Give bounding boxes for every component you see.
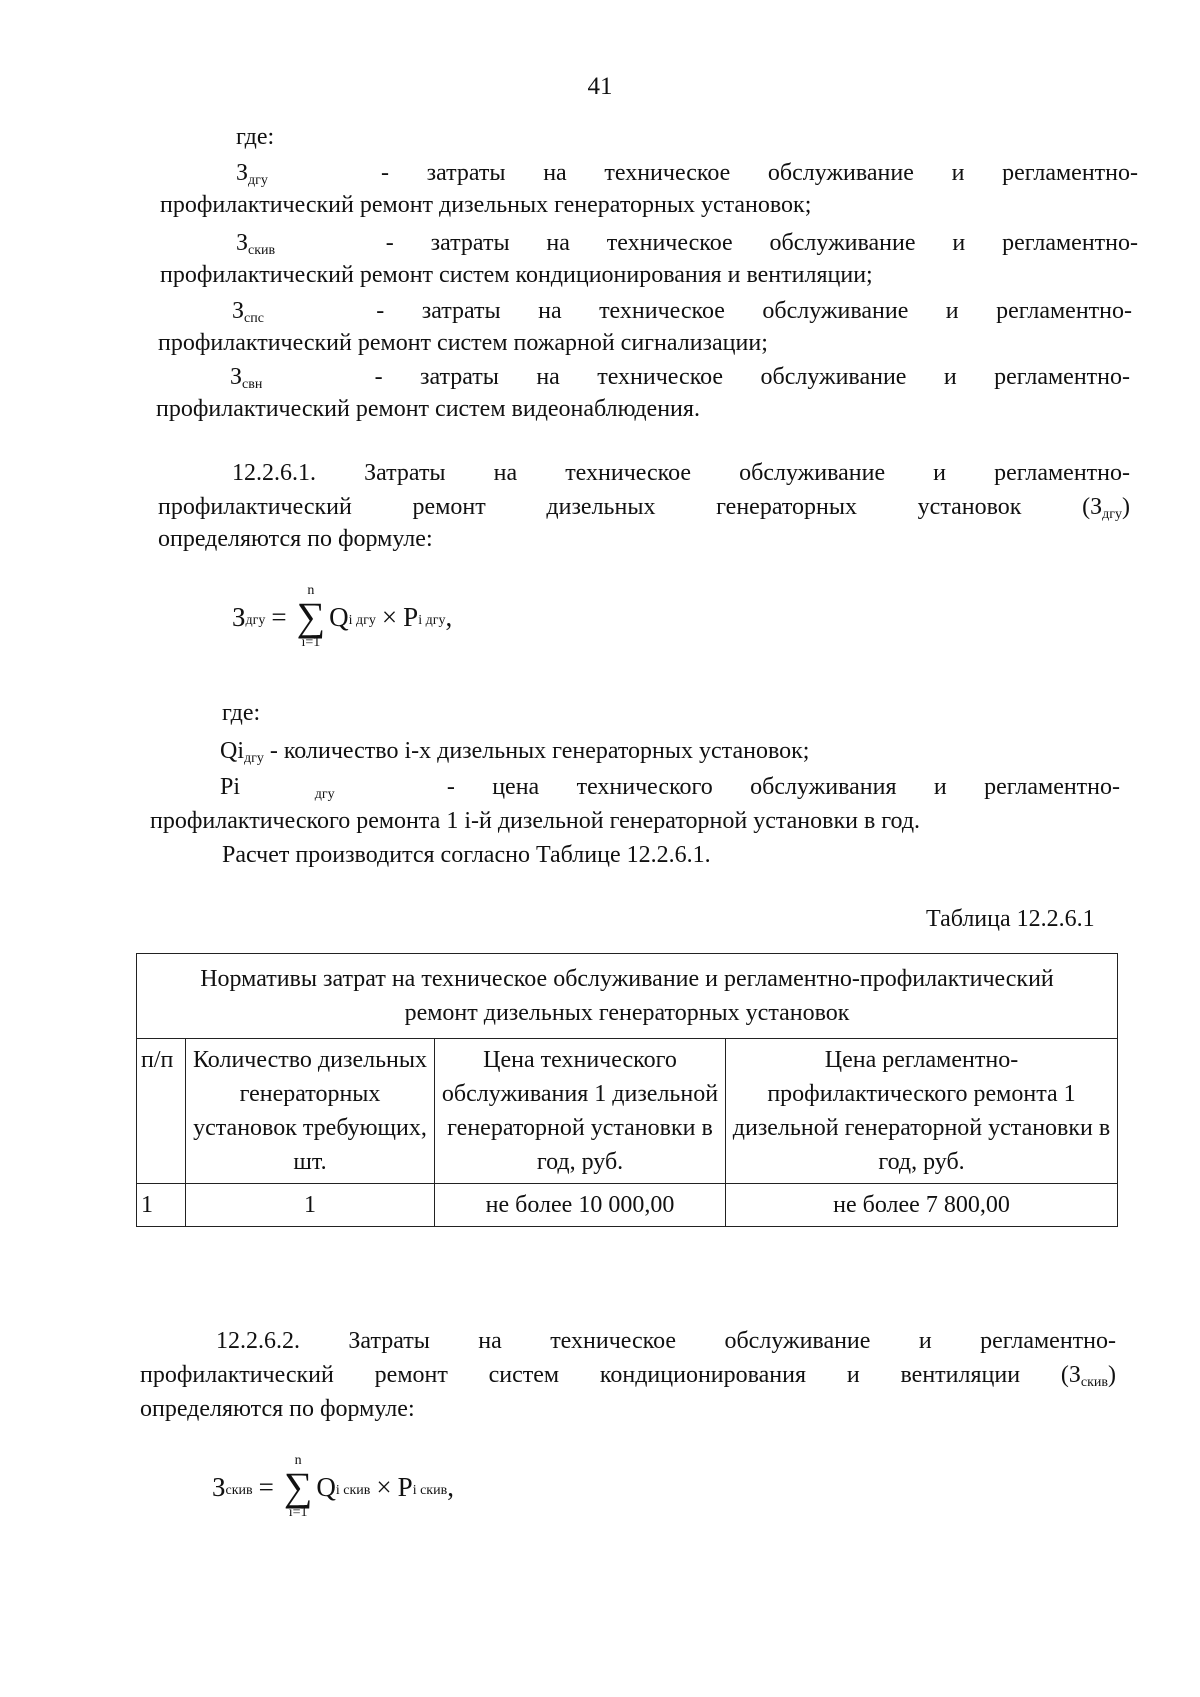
definition-skiv-line2: профилактический ремонт систем кондиционирования и вентиляции; xyxy=(160,262,873,288)
table-title: Нормативы затрат на техническое обслуживание и регламентно-профилактический ремонт дизельных генераторных установок xyxy=(137,954,1118,1039)
definition-svn-line2: профилактический ремонт систем видеонаблюдения. xyxy=(156,396,700,422)
cell-number: 1 xyxy=(137,1184,186,1227)
calculation-note: Расчет производится согласно Таблице 12.2.6.1. xyxy=(222,842,711,868)
column-header-repair-price: Цена регламентно-профилактического ремонта 1 дизельной генераторной установки в год, руб. xyxy=(726,1039,1118,1184)
cell-quantity: 1 xyxy=(186,1184,435,1227)
column-header-quantity: Количество дизельных генераторных установок требующих, шт. xyxy=(186,1039,435,1184)
definition-sps-line1: $З_{спс}$ - затраты на техническое обслуживание и регламентно- xyxy=(232,298,1132,326)
formula-skiv: З скив = n ∑ i=1 Q i скив × P i скив , xyxy=(212,1453,454,1520)
definition-skiv-line1: $З_{скив}$ - затраты на техническое обслуживание и регламентно- xyxy=(236,230,1138,258)
formula-dgu: З дгу = n ∑ i=1 Q i дгу × P i дгу , xyxy=(232,583,453,650)
table-title-row xyxy=(137,954,1118,1039)
page-number: 41 xyxy=(587,73,613,100)
definition-dgu-line2: профилактический ремонт дизельных генераторных установок; xyxy=(160,192,812,218)
section-1-heading: 12.2.6.1. Затраты на техническое обслуживание и регламентно- xyxy=(232,460,1130,486)
p-definition-line1: Pi $_{дгу}$ - цена технического обслуживания и регламентно- xyxy=(220,774,1121,802)
section-2-line2: профилактический ремонт систем кондиционирования и вентиляции $(З_{скив})$ xyxy=(140,1362,1116,1390)
table-caption: Таблица 12.2.6.1 xyxy=(926,906,1095,932)
sum-symbol: n ∑ i=1 xyxy=(283,1453,313,1520)
where-label: где: xyxy=(236,124,275,150)
definition-svn-line1: $З_{свн}$ - затраты на техническое обслуживание и регламентно- xyxy=(230,364,1131,392)
section-1-line3: определяются по формуле: xyxy=(158,526,433,552)
definition-dgu-line1: $З_{дгу}$ - затраты на техническое обслуживание и регламентно- xyxy=(236,160,1139,188)
definition-sps-line2: профилактический ремонт систем пожарной сигнализации; xyxy=(158,330,768,356)
cell-maintenance-price: не более 10 000,00 xyxy=(435,1184,726,1227)
p-definition-line2: профилактического ремонта 1 i-й дизельной генераторной установки в год. xyxy=(150,808,921,834)
column-header-maintenance-price: Цена технического обслуживания 1 дизельной генераторной установки в год, руб. xyxy=(435,1039,726,1184)
sum-symbol: n ∑ i=1 xyxy=(296,583,326,650)
section-2-line3: определяются по формуле: xyxy=(140,1396,415,1422)
table-row xyxy=(137,1184,1118,1227)
norms-table xyxy=(136,953,1118,1227)
section-2-heading: 12.2.6.2. Затраты на техническое обслуживание и регламентно- xyxy=(216,1328,1116,1354)
section-1-line2: профилактический ремонт дизельных генераторных установок $(З_{дгу})$ xyxy=(158,494,1130,522)
cell-repair-price: не более 7 800,00 xyxy=(726,1184,1118,1227)
q-definition: $Qi_{дгу}$ - количество i-х дизельных генераторных установок; xyxy=(220,738,810,766)
where-label-2: где: xyxy=(222,700,261,726)
column-header-number: п/п xyxy=(137,1039,186,1184)
table-header-row xyxy=(137,1039,1118,1184)
